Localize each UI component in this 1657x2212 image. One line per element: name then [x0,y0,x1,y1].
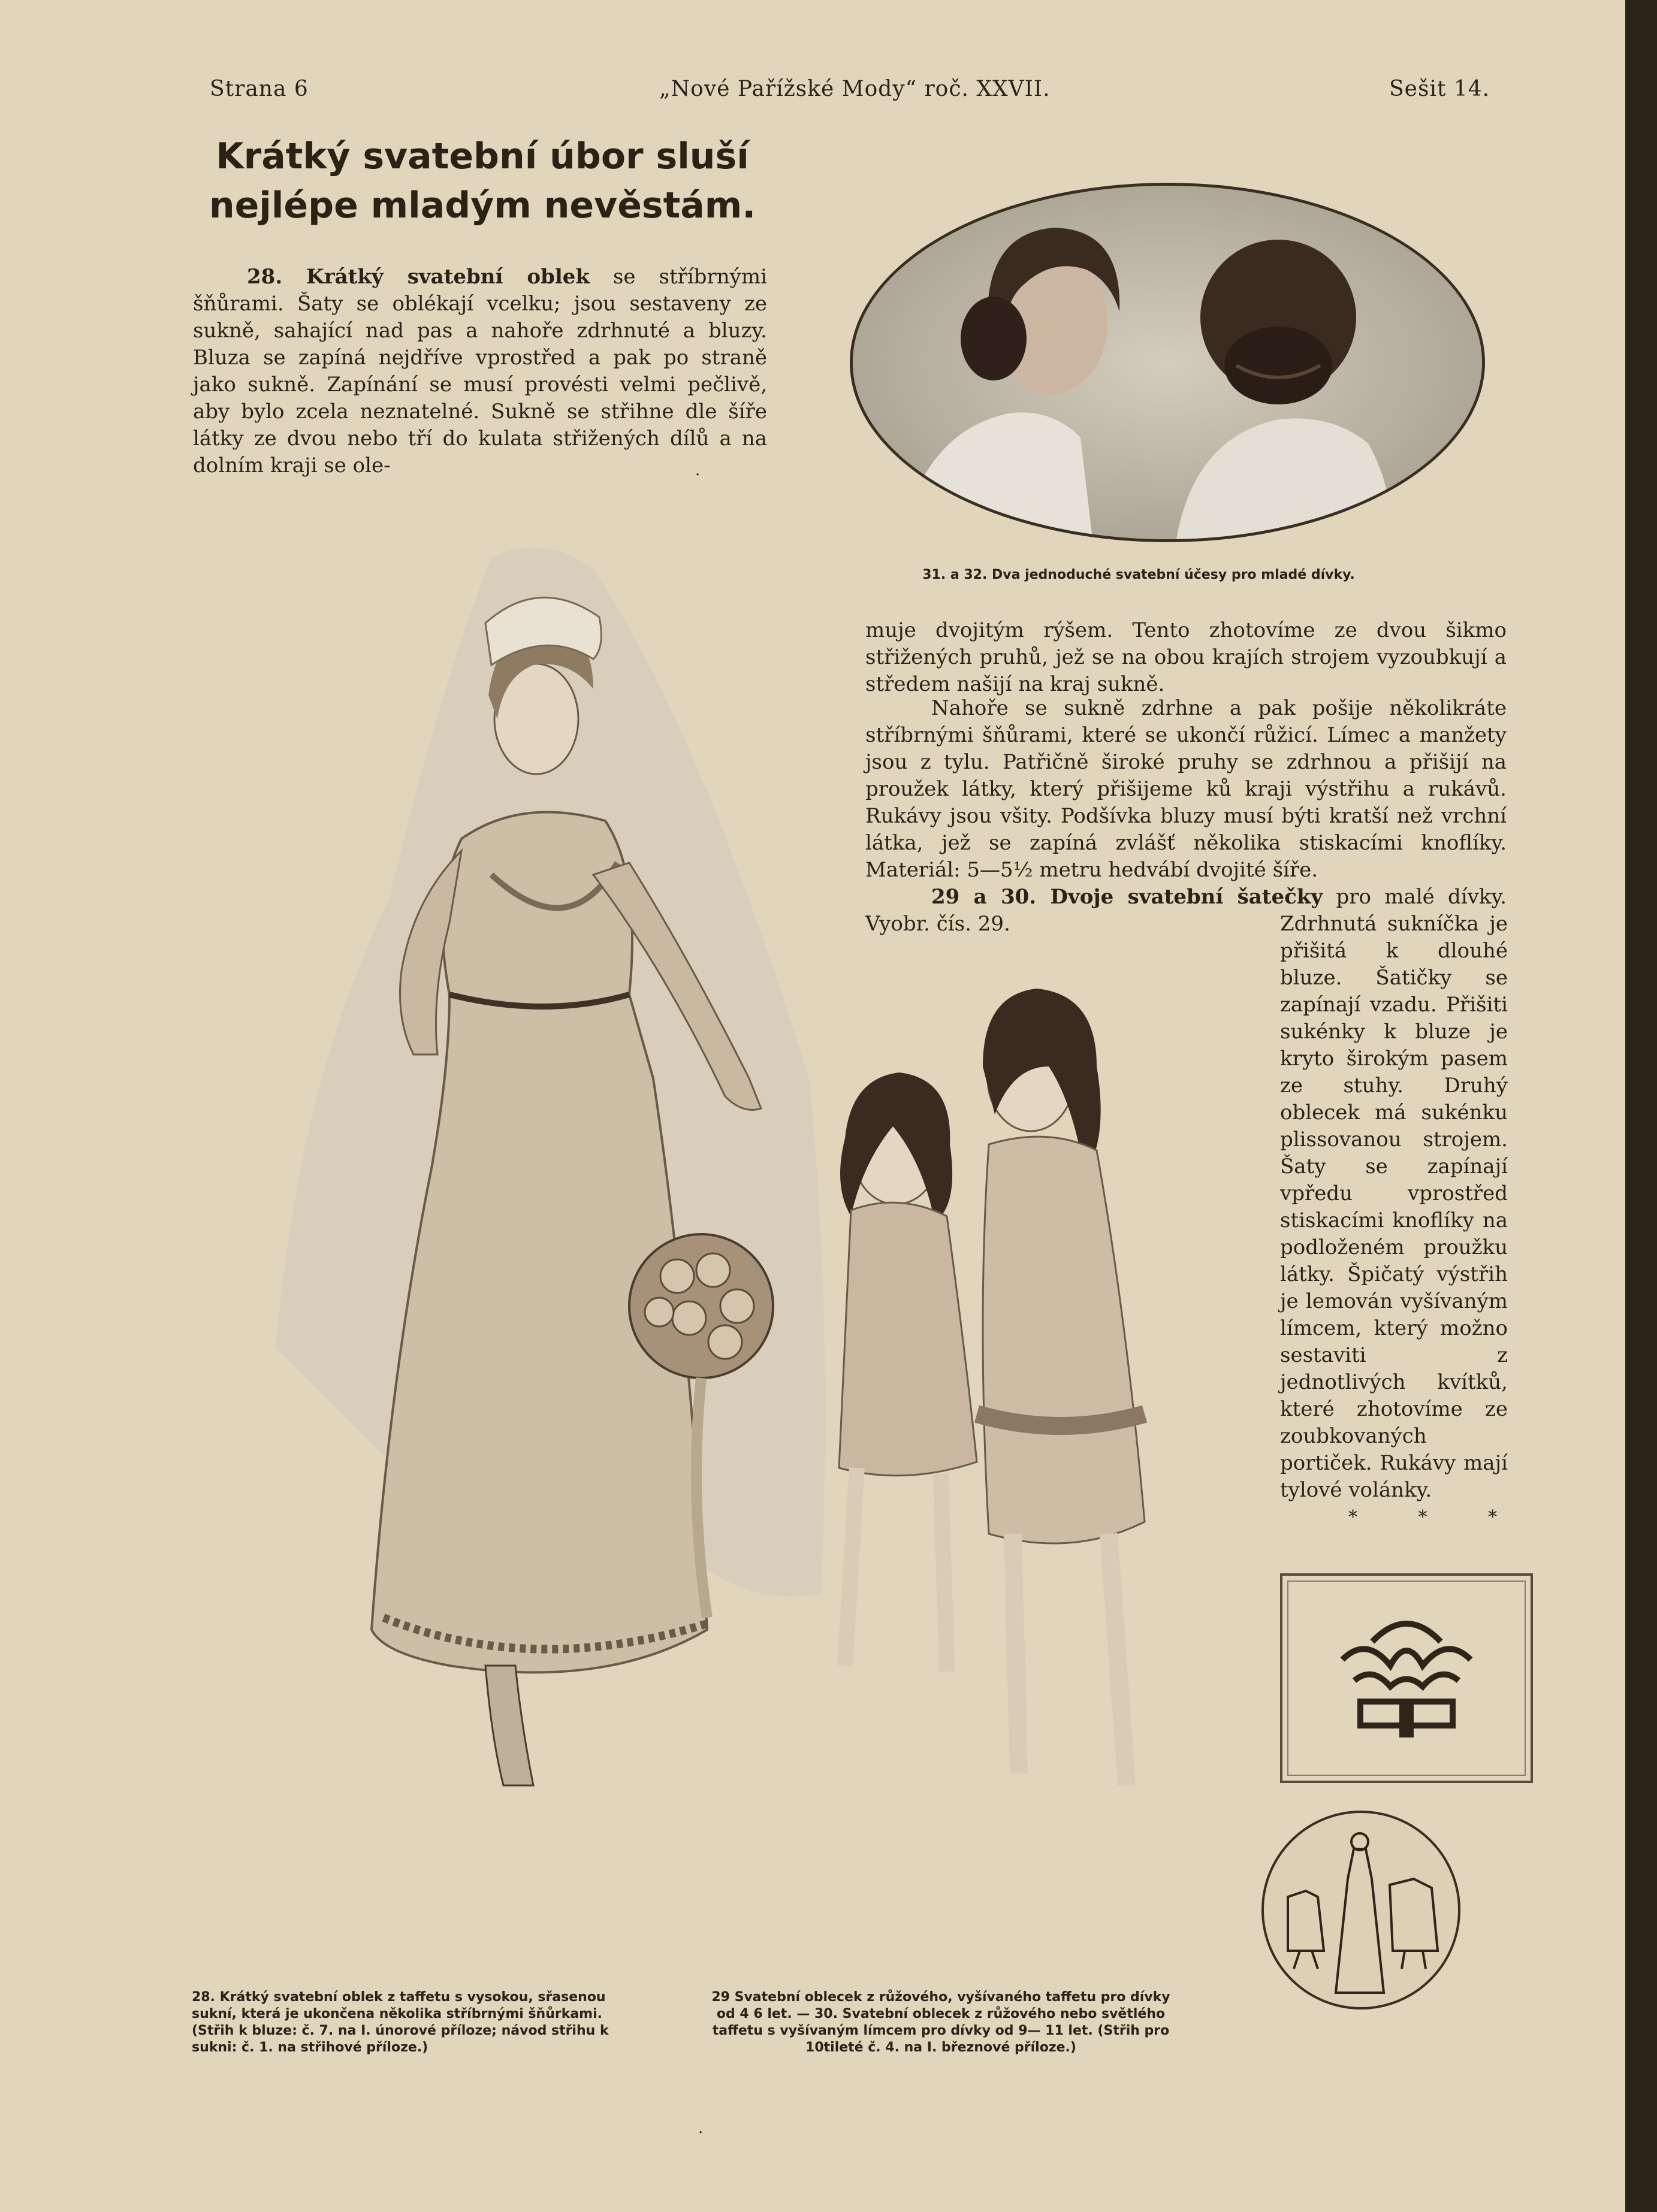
section-stars: * * * [1348,1507,1525,1528]
bride-caption: 28. Krátký svatební oblek z taffetu s vysokou, sřasenou sukní, která je ukončena několika stříbrnými šňůrkami. (Střih k bluze: č. 7. na I. únorové příloze; návod střihu k sukni: č. 1. na střihové příloze.) [192,1990,609,2055]
item-29-30-text: pro malé dívky. Vyobr. čís. 29. [865,885,1507,936]
stray-mark: · [698,2124,704,2142]
bride-and-flower-girls-illustration [234,539,1217,1989]
pattern-figures-circle [1261,1811,1460,2009]
item-28-text: se stříbrnými šňůrami. Šaty se oblékají vcelku; jsou sestaveny ze sukně, sahající nad pas a nahoře zdrhnuté a bluzy. Bluza se zapíná nejdříve vprostřed a pak po straně jako sukně. Zapínání se musí provésti velmi pečlivě, aby bylo zcela neznatelné. Sukně se střihne dle šíře látky ze dvou nebo tří do kulata střižených dílů a na dolním kraji se ole- [193,265,768,478]
stray-mark: · [695,466,701,484]
ornament-box [1280,1573,1533,1783]
photo-caption: 31. a 32. Dva jednoduché svatební účesy pro mladé dívky. [922,567,1355,582]
hairstyle-photo-oval [850,183,1485,542]
article-paragraph-1 [193,264,767,479]
page-edge [1625,0,1657,2212]
article-paragraph-3: Nahoře se sukně zdrhne a pak pošije několikráte stříbrnými šňůrami, které se ukončí růžicí. Límec a manžety jsou z tylu. Patřičně široké pruhy se zdrhnou a přišijí na proužek látky, který přišijeme ků kraji výstřihu a rukávů. Rukávy jsou všity. Podšívka bluzy musí býti kratší než vrchní látka, jež se zapíná zvlášť několika stiskacími knoflíky. Materiál: 5—5½ metru hedvábí dvojité šíře. [865,696,1507,882]
page-number: Strana 6 [210,77,309,101]
item-29-30-lead: 29 a 30. Dvoje svatební šatečky [931,885,1323,909]
item-28-lead: 28. Krátký svatební oblek [247,265,590,289]
article-paragraph-5: Zdrhnutá sukníčka je přišitá k dlouhé bluze. Šatičky se zapínají vzadu. Přišiti sukénky k bluze je kryto širokým pasem ze stuhy. Druhý oblecek má sukénku plissovanou strojem. Šaty se zapínají vpředu vprostřed stiskacími knoflíky na podloženém proužku látky. Špičatý výstřih je lemován vyšívaným límcem, který možno sestaviti z jednotlivých kvítků, které zhotovíme ze zoubkovaných portiček. Rukávy mají tylové volánky. [1280,912,1508,1502]
running-title: „Nové Pařížské Mody“ roč. XXVII. [659,77,1051,101]
children-caption: 29 Svatební oblecek z růžového, vyšívaného taffetu pro dívky od 4 6 let. — 30. Svatební oblecek z růžového nebo světlého taffetu s vyšívaným límcem pro dívky od 9— 11 let. (Střih pro 10tileté č. 4. na I. březnové příloze.) [711,1990,1170,2055]
issue-number: Sešit 14. [1389,77,1490,101]
article-paragraph-2: muje dvojitým rýšem. Tento zhotovíme ze dvou šikmo střižených pruhů, jež se na obou krajích strojem vyzoubkují a středem našijí na kraj sukně. [865,618,1507,696]
article-title: Krátký svatební úbor sluší nejlépe mladým nevěstám. [209,135,756,226]
art-nouveau-ornament [1282,1576,1531,1781]
